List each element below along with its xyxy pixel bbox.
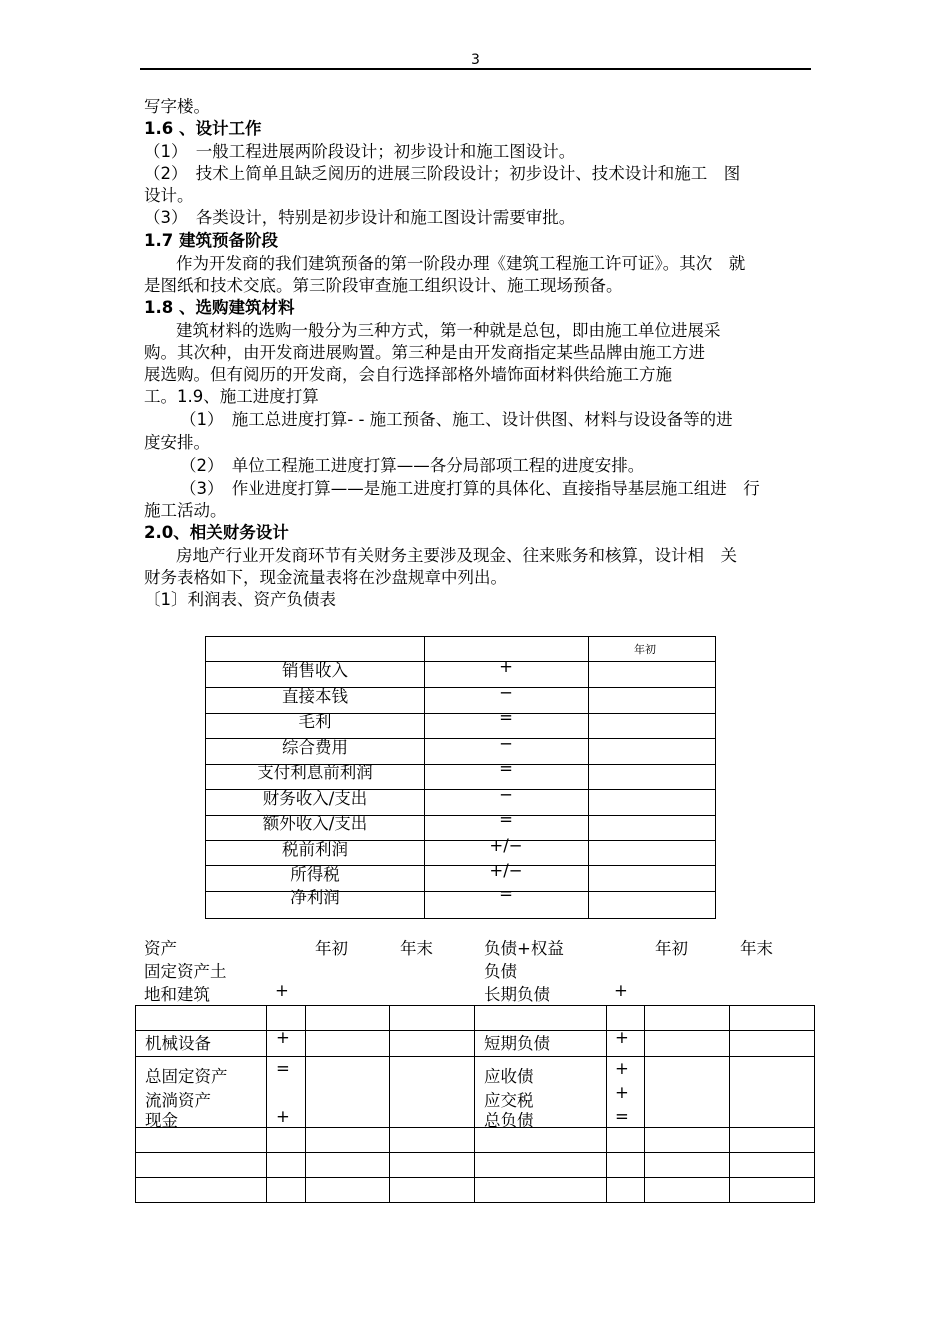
row-sign: = — [499, 884, 513, 903]
short-term-label: 短期负债 — [484, 1034, 550, 1053]
tax-sign: + — [615, 1083, 629, 1102]
header-rule — [140, 68, 811, 70]
cash-sign: + — [276, 1107, 290, 1126]
liabilities-end-header: 年末 — [740, 939, 773, 958]
section-heading: 1.6 、设计工作 — [144, 119, 262, 138]
text-line: 是图纸和技术交底。第三阶段审查施工组织设计、施工现场预备。 — [144, 276, 623, 295]
text-line: （2） 单位工程施工进度打算——各分局部项工程的进度安排。 — [180, 456, 645, 475]
liabilities-begin-header: 年初 — [655, 939, 688, 958]
balance-sheet-table — [135, 1005, 815, 1203]
tax-payable-label: 应交税 — [484, 1091, 534, 1110]
row-item: 净利润 — [290, 888, 340, 907]
row-item: 直接本钱 — [282, 687, 348, 706]
row-sign: − — [499, 683, 513, 702]
row-item: 所得税 — [290, 865, 340, 884]
total-fixed-label: 总固定资产 — [145, 1067, 228, 1086]
payables-label: 应收债 — [484, 1067, 534, 1086]
short-term-sign: + — [615, 1028, 629, 1047]
text-line: （3） 各类设计，特别是初步设计和施工图设计需要审批。 — [144, 208, 576, 227]
text-line: 购。其次种，由开发商进展购置。第三种是由开发商指定某些品牌由施工方进 — [144, 343, 705, 362]
current-assets-label: 流淌资产 — [145, 1091, 211, 1110]
income-statement-table — [205, 636, 716, 919]
long-term-sign: + — [614, 981, 628, 1000]
text-line: 〔1〕利润表、资产负债表 — [144, 590, 336, 609]
total-liabilities-sign: = — [615, 1107, 629, 1126]
assets-header: 资产 — [144, 939, 177, 958]
text-line: （2） 技术上简单且缺乏阅历的进展三阶段设计；初步设计、技术设计和施工 图 — [144, 164, 741, 183]
assets-begin-header: 年初 — [315, 939, 348, 958]
text-line: 度安排。 — [144, 433, 210, 452]
row-sign: − — [499, 734, 513, 753]
row-sign: = — [499, 810, 513, 829]
section-heading: 1.7 建筑预备阶段 — [144, 231, 278, 250]
text-line: 工。1.9、施工进度打算 — [144, 387, 319, 406]
assets-end-header: 年末 — [400, 939, 433, 958]
row-sign: − — [499, 785, 513, 804]
row-item: 税前利润 — [282, 840, 348, 859]
payables-sign: + — [615, 1059, 629, 1078]
total-fixed-sign: = — [276, 1059, 290, 1078]
land-sign: + — [275, 981, 289, 1000]
machinery-sign: + — [276, 1028, 290, 1047]
row-sign: = — [499, 759, 513, 778]
text-line: 财务表格如下，现金流量表将在沙盘规章中列出。 — [144, 568, 507, 587]
fixed-assets-label: 固定资产土 — [144, 962, 227, 981]
row-sign: +/− — [489, 836, 523, 855]
section-heading: 2.0、相关财务设计 — [144, 523, 289, 542]
text-line: 作为开发商的我们建筑预备的第一阶段办理《建筑工程施工许可证》。其次 就 — [176, 254, 746, 273]
row-sign: = — [499, 708, 513, 727]
section-heading: 1.8 、选购建筑材料 — [144, 298, 295, 317]
row-item: 综合费用 — [282, 738, 348, 757]
liabilities-label: 负债 — [484, 962, 517, 981]
row-item: 财务收入/支出 — [262, 789, 368, 808]
text-line: 施工活动。 — [144, 501, 227, 520]
text-line: 设计。 — [144, 186, 194, 205]
text-line: 写字楼。 — [144, 97, 210, 116]
total-liabilities-label: 总负债 — [484, 1111, 534, 1130]
text-line: 展选购。但有阅历的开发商，会自行选择部格外墙饰面材料供给施工方施 — [144, 365, 672, 384]
long-term-label: 长期负债 — [484, 985, 550, 1004]
row-sign: + — [499, 657, 513, 676]
liabilities-header: 负债+权益 — [484, 939, 564, 958]
row-item: 支付利息前利润 — [257, 763, 373, 782]
cash-label: 现金 — [145, 1111, 178, 1130]
text-line: 房地产行业开发商环节有关财务主要涉及现金、往来账务和核算，设计相 关 — [176, 546, 737, 565]
row-item: 销售收入 — [282, 661, 348, 680]
text-line: （1） 一般工程进展两阶段设计；初步设计和施工图设计。 — [144, 142, 576, 161]
page-number: 3 — [471, 52, 480, 68]
text-line: （3） 作业进度打算——是施工进度打算的具体化、直接指导基层施工组进 行 — [180, 479, 760, 498]
land-building-label: 地和建筑 — [144, 985, 210, 1004]
text-line: 建筑材料的选购一般分为三种方式，第一种就是总包，即由施工单位进展采 — [176, 321, 721, 340]
column-header-begin: 年初 — [634, 643, 656, 656]
row-sign: +/− — [489, 861, 523, 880]
row-item: 毛利 — [298, 712, 332, 731]
text-line: （1） 施工总进度打算- - 施工预备、施工、设计供图、材料与设设备等的进 — [180, 410, 733, 429]
machinery-label: 机械设备 — [145, 1034, 211, 1053]
row-item: 额外收入/支出 — [262, 814, 368, 833]
